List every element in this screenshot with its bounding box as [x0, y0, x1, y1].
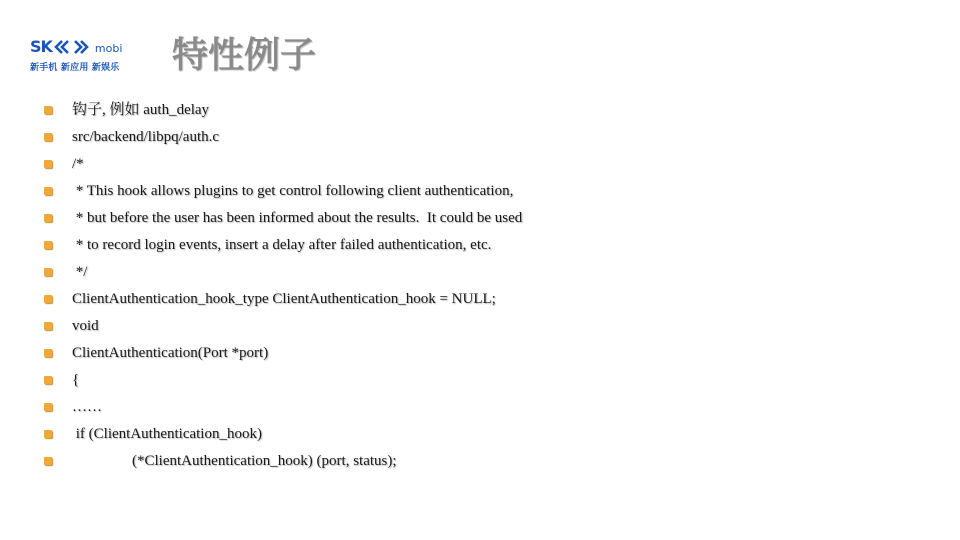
- square-bullet-icon: [44, 430, 52, 438]
- square-bullet-icon: [44, 295, 52, 303]
- list-item: [44, 205, 924, 232]
- logo-wordmark: [30, 36, 165, 56]
- slide-title: 特性例子: [172, 35, 317, 76]
- list-item: [44, 286, 924, 313]
- square-bullet-icon: [44, 241, 52, 249]
- list-item-text: /*: [72, 156, 84, 172]
- list-item-text: (*ClientAuthentication_hook) (port, status);: [72, 453, 397, 469]
- list-item-text: {: [72, 372, 80, 388]
- square-bullet-icon: [44, 376, 52, 384]
- list-item: [44, 394, 924, 421]
- list-item-text: void: [72, 318, 99, 334]
- list-item-text: ClientAuthentication_hook_type ClientAuthentication_hook = NULL;: [72, 291, 496, 307]
- logo-tagline: 新手机 新应用 新娱乐: [30, 63, 120, 73]
- list-item-text: * This hook allows plugins to get control following client authentication,: [72, 183, 514, 199]
- list-item-text: * to record login events, insert a delay after failed authentication, etc.: [72, 237, 492, 253]
- square-bullet-icon: [44, 214, 52, 222]
- logo-brand-text: SK: [30, 37, 52, 56]
- square-bullet-icon: [44, 187, 52, 195]
- list-item: [44, 97, 924, 124]
- square-bullet-icon: [44, 160, 52, 168]
- list-item-text: */: [72, 264, 88, 280]
- list-item: [44, 448, 924, 475]
- list-item: [44, 151, 924, 178]
- square-bullet-icon: [44, 268, 52, 276]
- square-bullet-icon: [44, 106, 52, 114]
- list-item: [44, 259, 924, 286]
- square-bullet-icon: [44, 133, 52, 141]
- list-item-text: ……: [72, 399, 102, 415]
- list-item: [44, 313, 924, 340]
- list-item-text: 钩子, 例如 auth_delay: [72, 102, 210, 118]
- square-bullet-icon: [44, 349, 52, 357]
- logo-arrows-icon: [53, 38, 93, 56]
- company-logo: [30, 36, 165, 76]
- list-item: [44, 367, 924, 394]
- list-item: [44, 178, 924, 205]
- list-item-text: src/backend/libpq/auth.c: [72, 129, 220, 145]
- square-bullet-icon: [44, 403, 52, 411]
- list-item-text: ClientAuthentication(Port *port): [72, 345, 269, 361]
- list-item: [44, 340, 924, 367]
- square-bullet-icon: [44, 457, 52, 465]
- list-item: [44, 232, 924, 259]
- list-item: [44, 124, 924, 151]
- bullet-list: [44, 97, 924, 475]
- list-item-text: if (ClientAuthentication_hook): [72, 426, 262, 442]
- list-item-text: * but before the user has been informed about the results. It could be used: [72, 210, 523, 226]
- logo-product-text: mobi: [94, 42, 123, 55]
- square-bullet-icon: [44, 322, 52, 330]
- list-item: [44, 421, 924, 448]
